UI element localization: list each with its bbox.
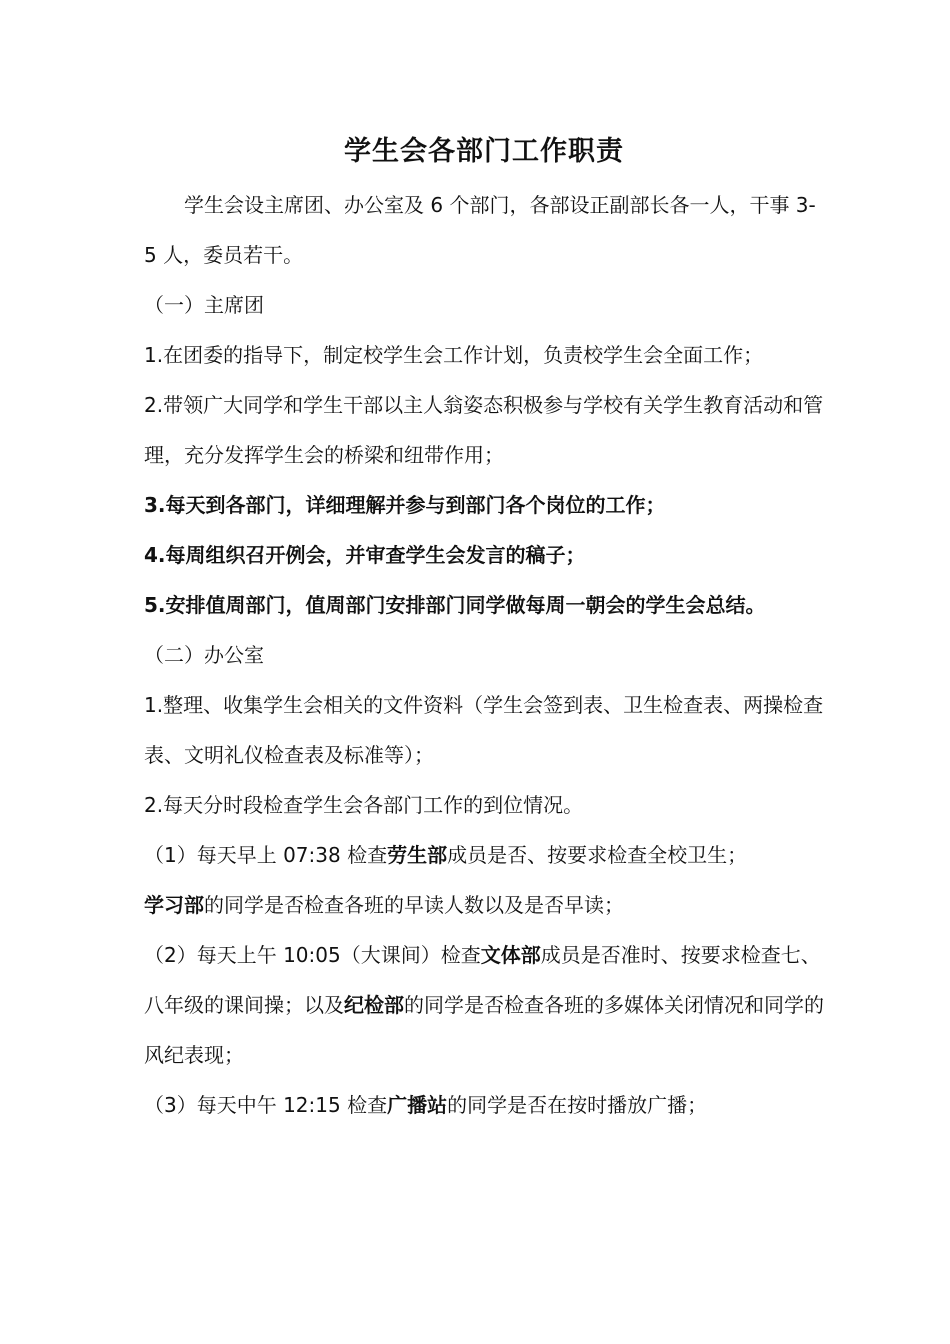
subitem-2-text-e: 的同学是否检查各班的多媒体关闭情况和同学的风纪表现；	[144, 993, 824, 1067]
subitem-2-text-a: （2）每天上午 10:05（大课间）检查	[144, 943, 481, 967]
subitem-2-text-c: 成员是否准时、按要求检查七、八年级的课间操；以及	[144, 943, 821, 1017]
subitem-1-text-e: 的同学是否检查各班的早读人数以及是否早读；	[204, 893, 624, 917]
dept-sports: 文体部	[480, 943, 541, 967]
presidium-item-3: 3.每天到各部门，详细理解并参与到部门各个岗位的工作；	[144, 493, 666, 517]
document-title: 学生会各部门工作职责	[344, 136, 624, 167]
subitem-1-text-a: （1）每天早上 07:38 检查	[144, 843, 388, 867]
section-heading-office: （二）办公室	[144, 643, 264, 667]
presidium-item-4: 4.每周组织召开例会，并审查学生会发言的稿子；	[144, 543, 586, 567]
intro-paragraph: 学生会设主席团、办公室及 6 个部门，各部设正副部长各一人，干事 3-5 人，委员若干。	[144, 193, 816, 267]
subitem-3-text-c: 的同学是否在按时播放广播；	[447, 1093, 708, 1117]
dept-study: 学习部	[144, 893, 204, 917]
office-subitem-2	[144, 930, 824, 1080]
subitem-3-text-a: （3）每天中午 12:15 检查	[144, 1093, 388, 1117]
office-item-2: 2.每天分时段检查学生会各部门工作的到位情况。	[144, 793, 584, 817]
office-subitem-1	[144, 830, 824, 930]
office-subitem-3	[144, 1080, 824, 1130]
office-item-1: 1.整理、收集学生会相关的文件资料（学生会签到表、卫生检查表、两操检查表、文明礼仪检查表及标准等）；	[144, 693, 824, 767]
presidium-item-1: 1.在团委的指导下，制定校学生会工作计划，负责校学生会全面工作；	[144, 343, 764, 367]
section-heading-presidium: （一）主席团	[144, 293, 264, 317]
subitem-1-text-c: 成员是否、按要求检查全校卫生；	[447, 843, 748, 867]
dept-broadcast: 广播站	[387, 1093, 448, 1117]
document-body	[144, 130, 824, 1130]
presidium-item-2: 2.带领广大同学和学生干部以主人翁姿态积极参与学校有关学生教育活动和管理，充分发挥学生会的桥梁和纽带作用；	[144, 393, 824, 467]
presidium-item-5: 5.安排值周部门，值周部门安排部门同学做每周一朝会的学生会总结。	[144, 593, 766, 617]
dept-labor: 劳生部	[387, 843, 448, 867]
dept-discipline: 纪检部	[344, 993, 404, 1017]
